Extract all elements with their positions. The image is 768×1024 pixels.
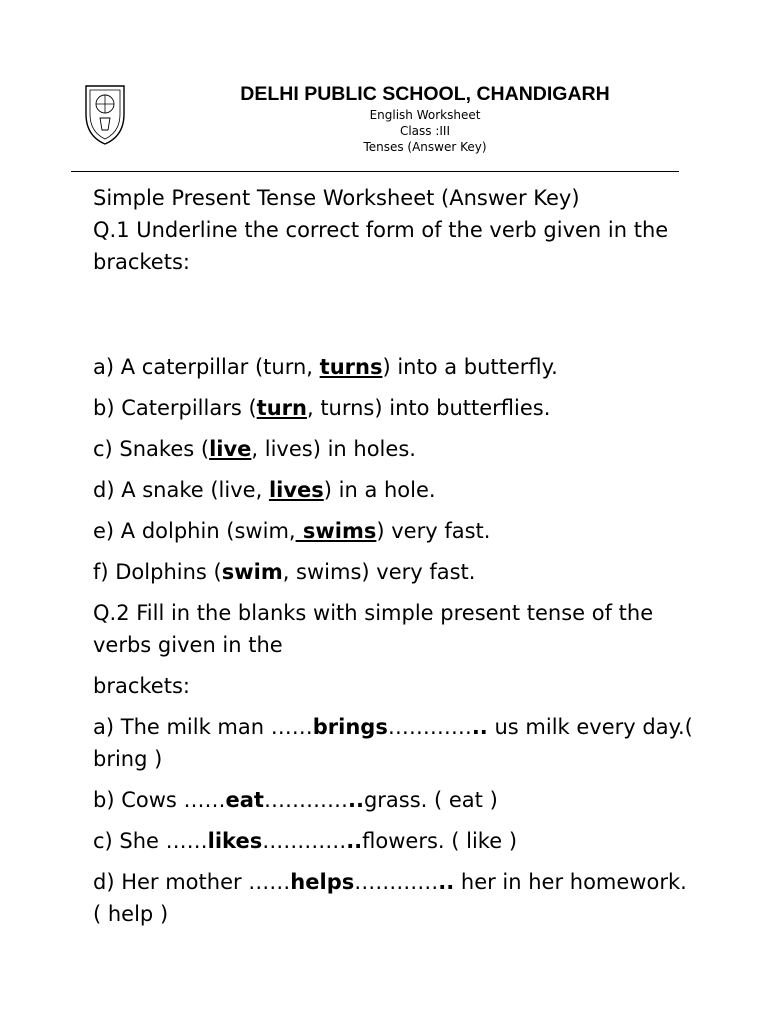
q1-item-e: e) A dolphin (swim, swims) very fast. [93,519,491,543]
header-divider [71,171,679,172]
q2-prompt-cont: brackets: [93,674,190,698]
q2-item-b: b) Cows ……eat…………..grass. ( eat ) [93,788,498,812]
answer: turn [256,396,307,420]
answer: brings [312,715,388,739]
answer: likes [207,829,263,853]
q1-prompt: Q.1 Underline the correct form of the verb given in the brackets: [93,218,669,274]
q1-item-c: c) Snakes (live, lives) in holes. [93,437,416,461]
school-name: DELHI PUBLIC SCHOOL, CHANDIGARH [240,83,610,105]
q1-item-a: a) A caterpillar (turn, turns) into a butterfly. [93,355,558,379]
class-label: Class :III [399,124,451,138]
answer: turns [319,355,383,379]
answer: eat [225,788,264,812]
answer: helps [290,870,355,894]
q2-item-a: a) The milk man ……brings………….. us milk every day.( bring ) [93,715,693,771]
q1-item-f: f) Dolphins (swim, swims) very fast. [93,560,476,584]
worksheet-subject: English Worksheet [369,108,481,122]
answer: live [209,437,252,461]
q2-item-d: d) Her mother ……helps………….. her in her homework. ( help ) [93,870,687,926]
q2-prompt: Q.2 Fill in the blanks with simple present tense of the verbs given in the [93,601,654,657]
topic-label: Tenses (Answer Key) [363,140,487,154]
q1-item-d: d) A snake (live, lives) in a hole. [93,478,436,502]
q1-item-b: b) Caterpillars (turn, turns) into butterflies. [93,396,551,420]
school-logo [80,80,130,146]
answer: swim [221,560,283,584]
answer: swims [295,519,377,543]
worksheet-title: Simple Present Tense Worksheet (Answer Key) [93,186,580,210]
answer: lives [268,478,324,502]
q2-item-c: c) She ……likes…………..flowers. ( like ) [93,829,518,853]
worksheet-body [93,182,693,939]
